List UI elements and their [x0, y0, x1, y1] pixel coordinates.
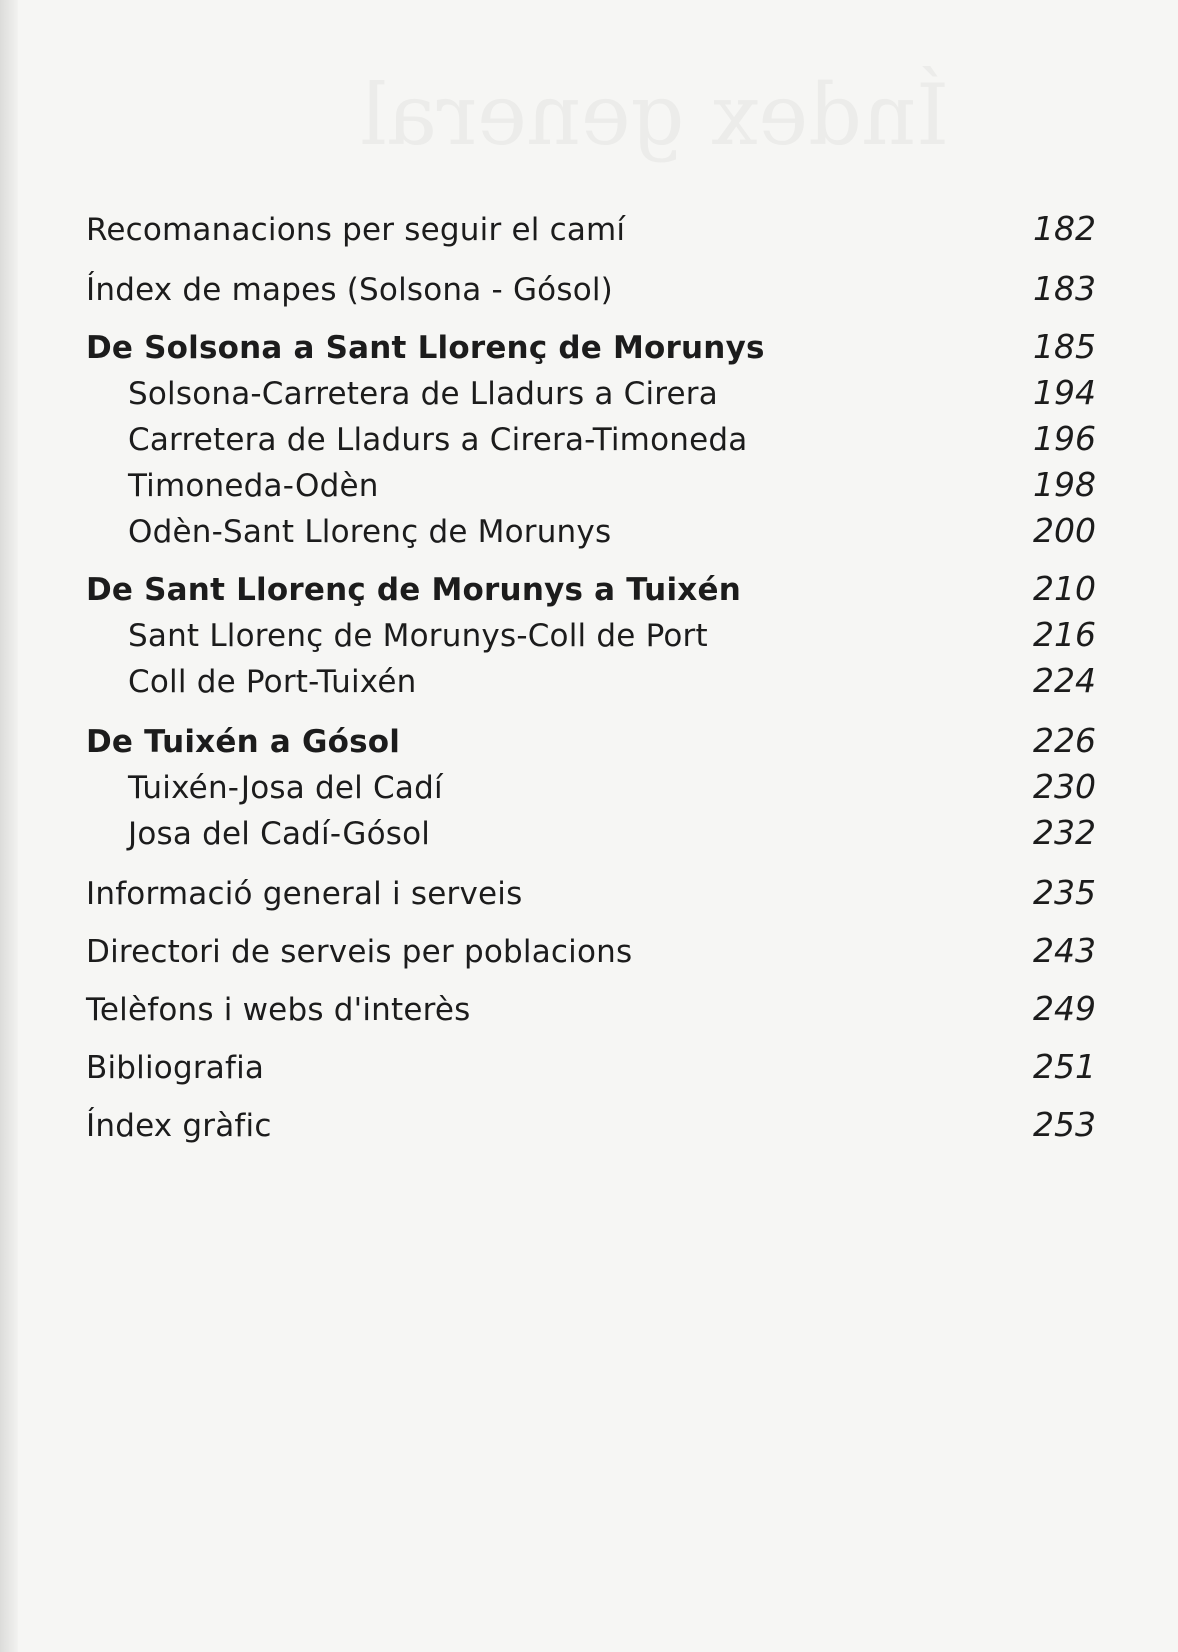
- toc-entry-recomanacions[interactable]: [86, 208, 1096, 254]
- entry-page-number: 196: [1033, 419, 1096, 458]
- entry-title: Timoneda-Odèn: [128, 468, 379, 504]
- toc-subentry[interactable]: [86, 372, 1096, 418]
- entry-title: Bibliografia: [86, 1050, 265, 1086]
- show-through-title: Índex general: [360, 66, 950, 164]
- entry-title: Directori de serveis per poblacions: [86, 934, 633, 970]
- entry-title: Solsona-Carretera de Lladurs a Cirera: [128, 376, 718, 412]
- entry-page-number: 198: [1033, 465, 1096, 504]
- toc-section-solsona-sant-llorenc[interactable]: [86, 326, 1096, 372]
- entry-title: Sant Llorenç de Morunys-Coll de Port: [128, 618, 708, 654]
- table-of-contents: [86, 0, 1096, 1652]
- entry-page-number: 253: [1033, 1105, 1096, 1144]
- toc-section-tuixen-gosol[interactable]: [86, 720, 1096, 766]
- section-title: De Tuixén a Gósol: [86, 724, 401, 760]
- entry-title: Josa del Cadí-Gósol: [128, 816, 431, 852]
- entry-page-number: 251: [1033, 1047, 1096, 1086]
- toc-entry-informacio-general[interactable]: [86, 872, 1096, 918]
- entry-page-number: 200: [1033, 511, 1096, 550]
- entry-title: Recomanacions per seguir el camí: [86, 212, 626, 248]
- toc-subentry[interactable]: [86, 614, 1096, 660]
- entry-page-number: 183: [1033, 269, 1096, 308]
- section-title: De Solsona a Sant Llorenç de Morunys: [86, 330, 765, 366]
- entry-title: Coll de Port-Tuixén: [128, 664, 417, 700]
- toc-subentry[interactable]: [86, 510, 1096, 556]
- page-edge: [0, 0, 18, 1652]
- toc-entry-index-mapes[interactable]: [86, 268, 1096, 314]
- entry-page-number: 243: [1033, 931, 1096, 970]
- entry-page-number: 185: [1033, 327, 1096, 366]
- entry-page-number: 224: [1033, 661, 1096, 700]
- entry-page-number: 194: [1033, 373, 1096, 412]
- entry-page-number: 182: [1033, 209, 1096, 248]
- toc-entry-index-grafic[interactable]: [86, 1104, 1096, 1150]
- entry-page-number: 216: [1033, 615, 1096, 654]
- toc-subentry[interactable]: [86, 418, 1096, 464]
- toc-section-sant-llorenc-tuixen[interactable]: [86, 568, 1096, 614]
- toc-subentry[interactable]: [86, 660, 1096, 706]
- entry-title: Tuixén-Josa del Cadí: [128, 770, 443, 806]
- toc-entry-directori-serveis[interactable]: [86, 930, 1096, 976]
- toc-subentry[interactable]: [86, 464, 1096, 510]
- entry-page-number: 232: [1033, 813, 1096, 852]
- entry-page-number: 210: [1033, 569, 1096, 608]
- entry-title: Índex gràfic: [86, 1108, 272, 1144]
- toc-entry-bibliografia[interactable]: [86, 1046, 1096, 1092]
- section-title: De Sant Llorenç de Morunys a Tuixén: [86, 572, 741, 608]
- toc-entry-telefons-webs[interactable]: [86, 988, 1096, 1034]
- entry-title: Índex de mapes (Solsona - Gósol): [86, 272, 613, 308]
- entry-title: Odèn-Sant Llorenç de Morunys: [128, 514, 612, 550]
- toc-subentry[interactable]: [86, 812, 1096, 858]
- entry-page-number: 230: [1033, 767, 1096, 806]
- entry-page-number: 235: [1033, 873, 1096, 912]
- entry-title: Carretera de Lladurs a Cirera-Timoneda: [128, 422, 748, 458]
- entry-page-number: 226: [1033, 721, 1096, 760]
- entry-title: Telèfons i webs d'interès: [86, 992, 471, 1028]
- entry-page-number: 249: [1033, 989, 1096, 1028]
- entry-title: Informació general i serveis: [86, 876, 523, 912]
- toc-subentry[interactable]: [86, 766, 1096, 812]
